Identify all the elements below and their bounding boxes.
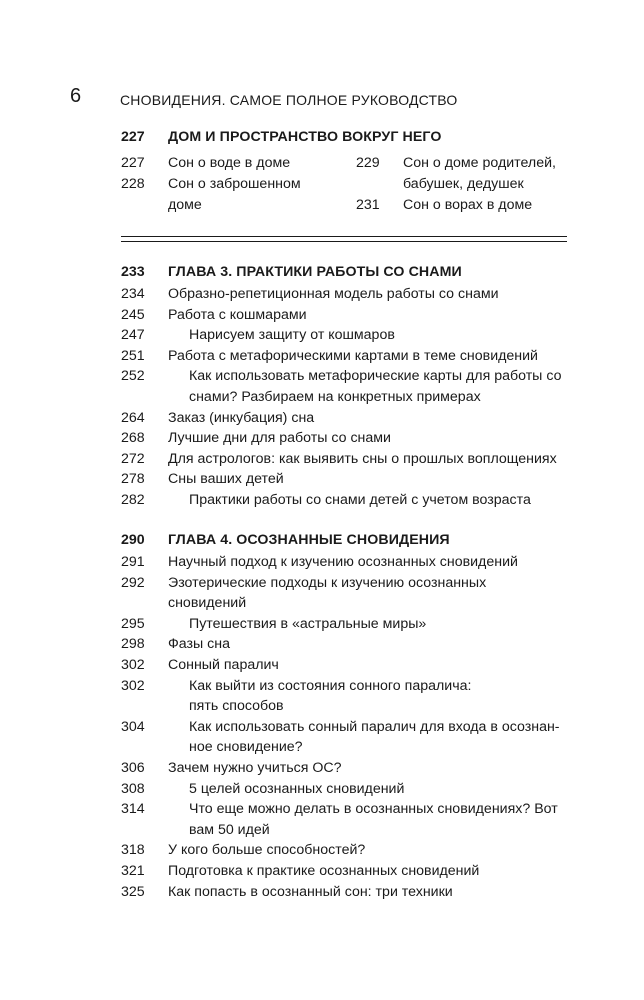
toc-entry-text: пять способов <box>189 698 284 715</box>
toc-page-number: 247 <box>121 327 145 344</box>
toc-page-number: 272 <box>121 450 145 467</box>
toc-entry-text: Практики работы со снами детей с учетом возраста <box>189 492 531 508</box>
toc-entry-text: Для астрологов: как выявить сны о прошлых воплощениях <box>168 450 557 467</box>
toc-page-number: 304 <box>121 718 145 735</box>
toc-page-number: 302 <box>121 677 145 694</box>
toc-entry-text: У кого больше способностей? <box>168 842 366 859</box>
toc-page-number: 321 <box>121 863 145 879</box>
toc-heading-text: ГЛАВА 4. ОСОЗНАННЫЕ СНОВИДЕНИЯ <box>168 532 450 548</box>
toc-entry-text: Сон о заброшенном <box>168 176 301 192</box>
toc-entry-text: Как попасть в осознанный сон: три техники <box>168 883 453 900</box>
toc-entry-text: Сны ваших детей <box>168 471 284 488</box>
toc-page-number: 298 <box>121 636 145 653</box>
toc-entry-text: Сон о доме родителей, <box>403 155 556 171</box>
toc-entry-text: Как использовать метафорические карты для работы со <box>189 368 562 385</box>
toc-page-number: 314 <box>121 801 145 818</box>
toc-page-number: 325 <box>121 883 145 900</box>
toc-page-number: 228 <box>121 176 145 192</box>
toc-page-number: 292 <box>121 574 145 591</box>
toc-entry-text: Сон о ворах в доме <box>403 197 533 213</box>
toc-entry-text: Заказ (инкубация) сна <box>168 409 315 426</box>
toc-page-number: 282 <box>121 492 145 508</box>
toc-page-number: 227 <box>121 129 145 145</box>
toc-page-number: 229 <box>356 155 380 171</box>
divider-rule-bottom <box>121 241 567 242</box>
divider-rule-top <box>121 236 567 237</box>
toc-entry-text: Лучшие дни для работы со снами <box>168 430 391 447</box>
toc-entry-text: Фазы сна <box>168 636 230 653</box>
running-title: СНОВИДЕНИЯ. САМОЕ ПОЛНОЕ РУКОВОДСТВО <box>120 92 458 108</box>
toc-entry-text: Как использовать сонный паралич для входа в осознан- <box>189 718 560 735</box>
page-number: 6 <box>70 85 82 107</box>
toc-entry-text: снами? Разбираем на конкретных примерах <box>189 389 481 405</box>
toc-page-number: 234 <box>121 286 145 302</box>
toc-page-number: 318 <box>121 842 145 859</box>
toc-entry-text: Нарисуем защиту от кошмаров <box>189 327 395 344</box>
toc-entry-text: Работа с кошмарами <box>168 306 307 323</box>
toc-page-number: 308 <box>121 780 145 797</box>
toc-entry-text: Что еще можно делать в осознанных сновидениях? Вот <box>189 801 558 818</box>
toc-entry-text: ное сновидение? <box>189 739 303 756</box>
toc-page-number: 306 <box>121 760 145 776</box>
toc-entry-text: доме <box>168 197 202 213</box>
toc-entry-text: Научный подход к изучению осознанных сновидений <box>168 554 518 570</box>
toc-page-number: 295 <box>121 615 145 632</box>
toc-page-number: 264 <box>121 409 145 426</box>
toc-page-number: 233 <box>121 264 145 280</box>
toc-entry-text: вам 50 идей <box>189 821 270 838</box>
toc-entry-text: Сон о воде в доме <box>168 155 291 171</box>
toc-entry-text: Сонный паралич <box>168 657 279 673</box>
toc-page-number: 245 <box>121 306 145 323</box>
toc-entry-text: сновидений <box>168 595 247 612</box>
toc-heading-text: ДОМ И ПРОСТРАНСТВО ВОКРУГ НЕГО <box>168 129 442 145</box>
toc-entry-text: 5 целей осознанных сновидений <box>189 780 405 797</box>
toc-entry-text: Зачем нужно учиться ОС? <box>168 760 342 776</box>
toc-heading-text: ГЛАВА 3. ПРАКТИКИ РАБОТЫ СО СНАМИ <box>168 264 462 280</box>
toc-page-number: 251 <box>121 347 145 364</box>
toc-entry-text: бабушек, дедушек <box>403 176 524 192</box>
toc-page-number: 291 <box>121 554 145 570</box>
toc-page-number: 227 <box>121 155 145 171</box>
toc-page-number: 302 <box>121 657 145 673</box>
toc-page-number: 278 <box>121 471 145 488</box>
toc-entry-text: Образно-репетиционная модель работы со снами <box>168 286 499 302</box>
toc-entry-text: Эзотерические подходы к изучению осознанных <box>168 574 487 591</box>
toc-page-number: 268 <box>121 430 145 447</box>
toc-entry-text: Подготовка к практике осознанных сновидений <box>168 863 480 879</box>
toc-page-number: 252 <box>121 368 145 385</box>
toc-entry-text: Путешествия в «астральные миры» <box>189 615 427 632</box>
toc-page-number: 231 <box>356 197 380 213</box>
toc-entry-text: Как выйти из состояния сонного паралича: <box>189 677 472 694</box>
toc-entry-text: Работа с метафорическими картами в теме сновидений <box>168 347 538 364</box>
toc-page-number: 290 <box>121 532 145 548</box>
